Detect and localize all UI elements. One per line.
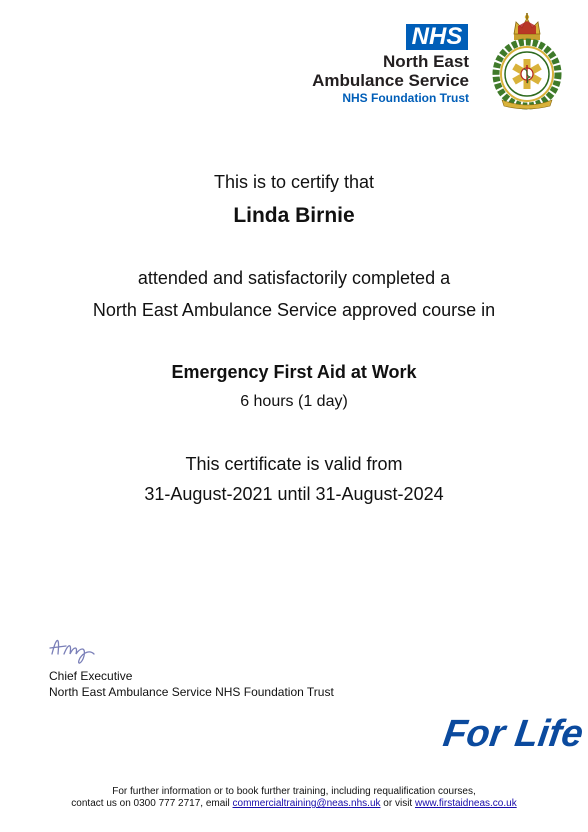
validity-dates: 31-August-2021 until 31-August-2024 (144, 484, 444, 504)
attended-line-2: North East Ambulance Service approved course in (92, 300, 496, 320)
org-name-line3: NHS Foundation Trust (342, 91, 469, 105)
certify-intro: This is to certify that (213, 172, 375, 192)
course-name: Emergency First Aid at Work (171, 362, 417, 382)
website-link[interactable]: www.firstaidneas.co.uk (414, 798, 517, 809)
footer-contact-prefix: contact us on 0300 777 2717, email (71, 798, 233, 809)
attended-line-1: attended and satisfactorily completed a (137, 268, 451, 288)
org-name-line1: North East (383, 52, 469, 71)
crown-icon (514, 13, 540, 40)
validity-line-1: This certificate is valid from (185, 454, 403, 474)
recipient-name: Linda Birnie (233, 204, 355, 227)
course-duration: 6 hours (1 day) (240, 393, 348, 410)
signer-title: Chief Executive (49, 669, 133, 683)
svg-text:For Life: For Life (440, 712, 586, 755)
footer-contact-line (0, 798, 588, 809)
signer-organisation: North East Ambulance Service NHS Foundation Trust (49, 685, 334, 699)
ambulance-service-crest-icon (492, 12, 562, 110)
footer-info-line: For further information or to book further training, including requalification courses, (112, 786, 476, 797)
email-link[interactable]: commercialtraining@neas.nhs.uk (232, 798, 381, 809)
nhs-logo: NHS (406, 24, 468, 50)
for-life-logo (440, 702, 586, 758)
org-name-line2: Ambulance Service (312, 71, 469, 90)
signature-image (46, 624, 108, 668)
footer-contact-middle: or visit (380, 798, 415, 809)
